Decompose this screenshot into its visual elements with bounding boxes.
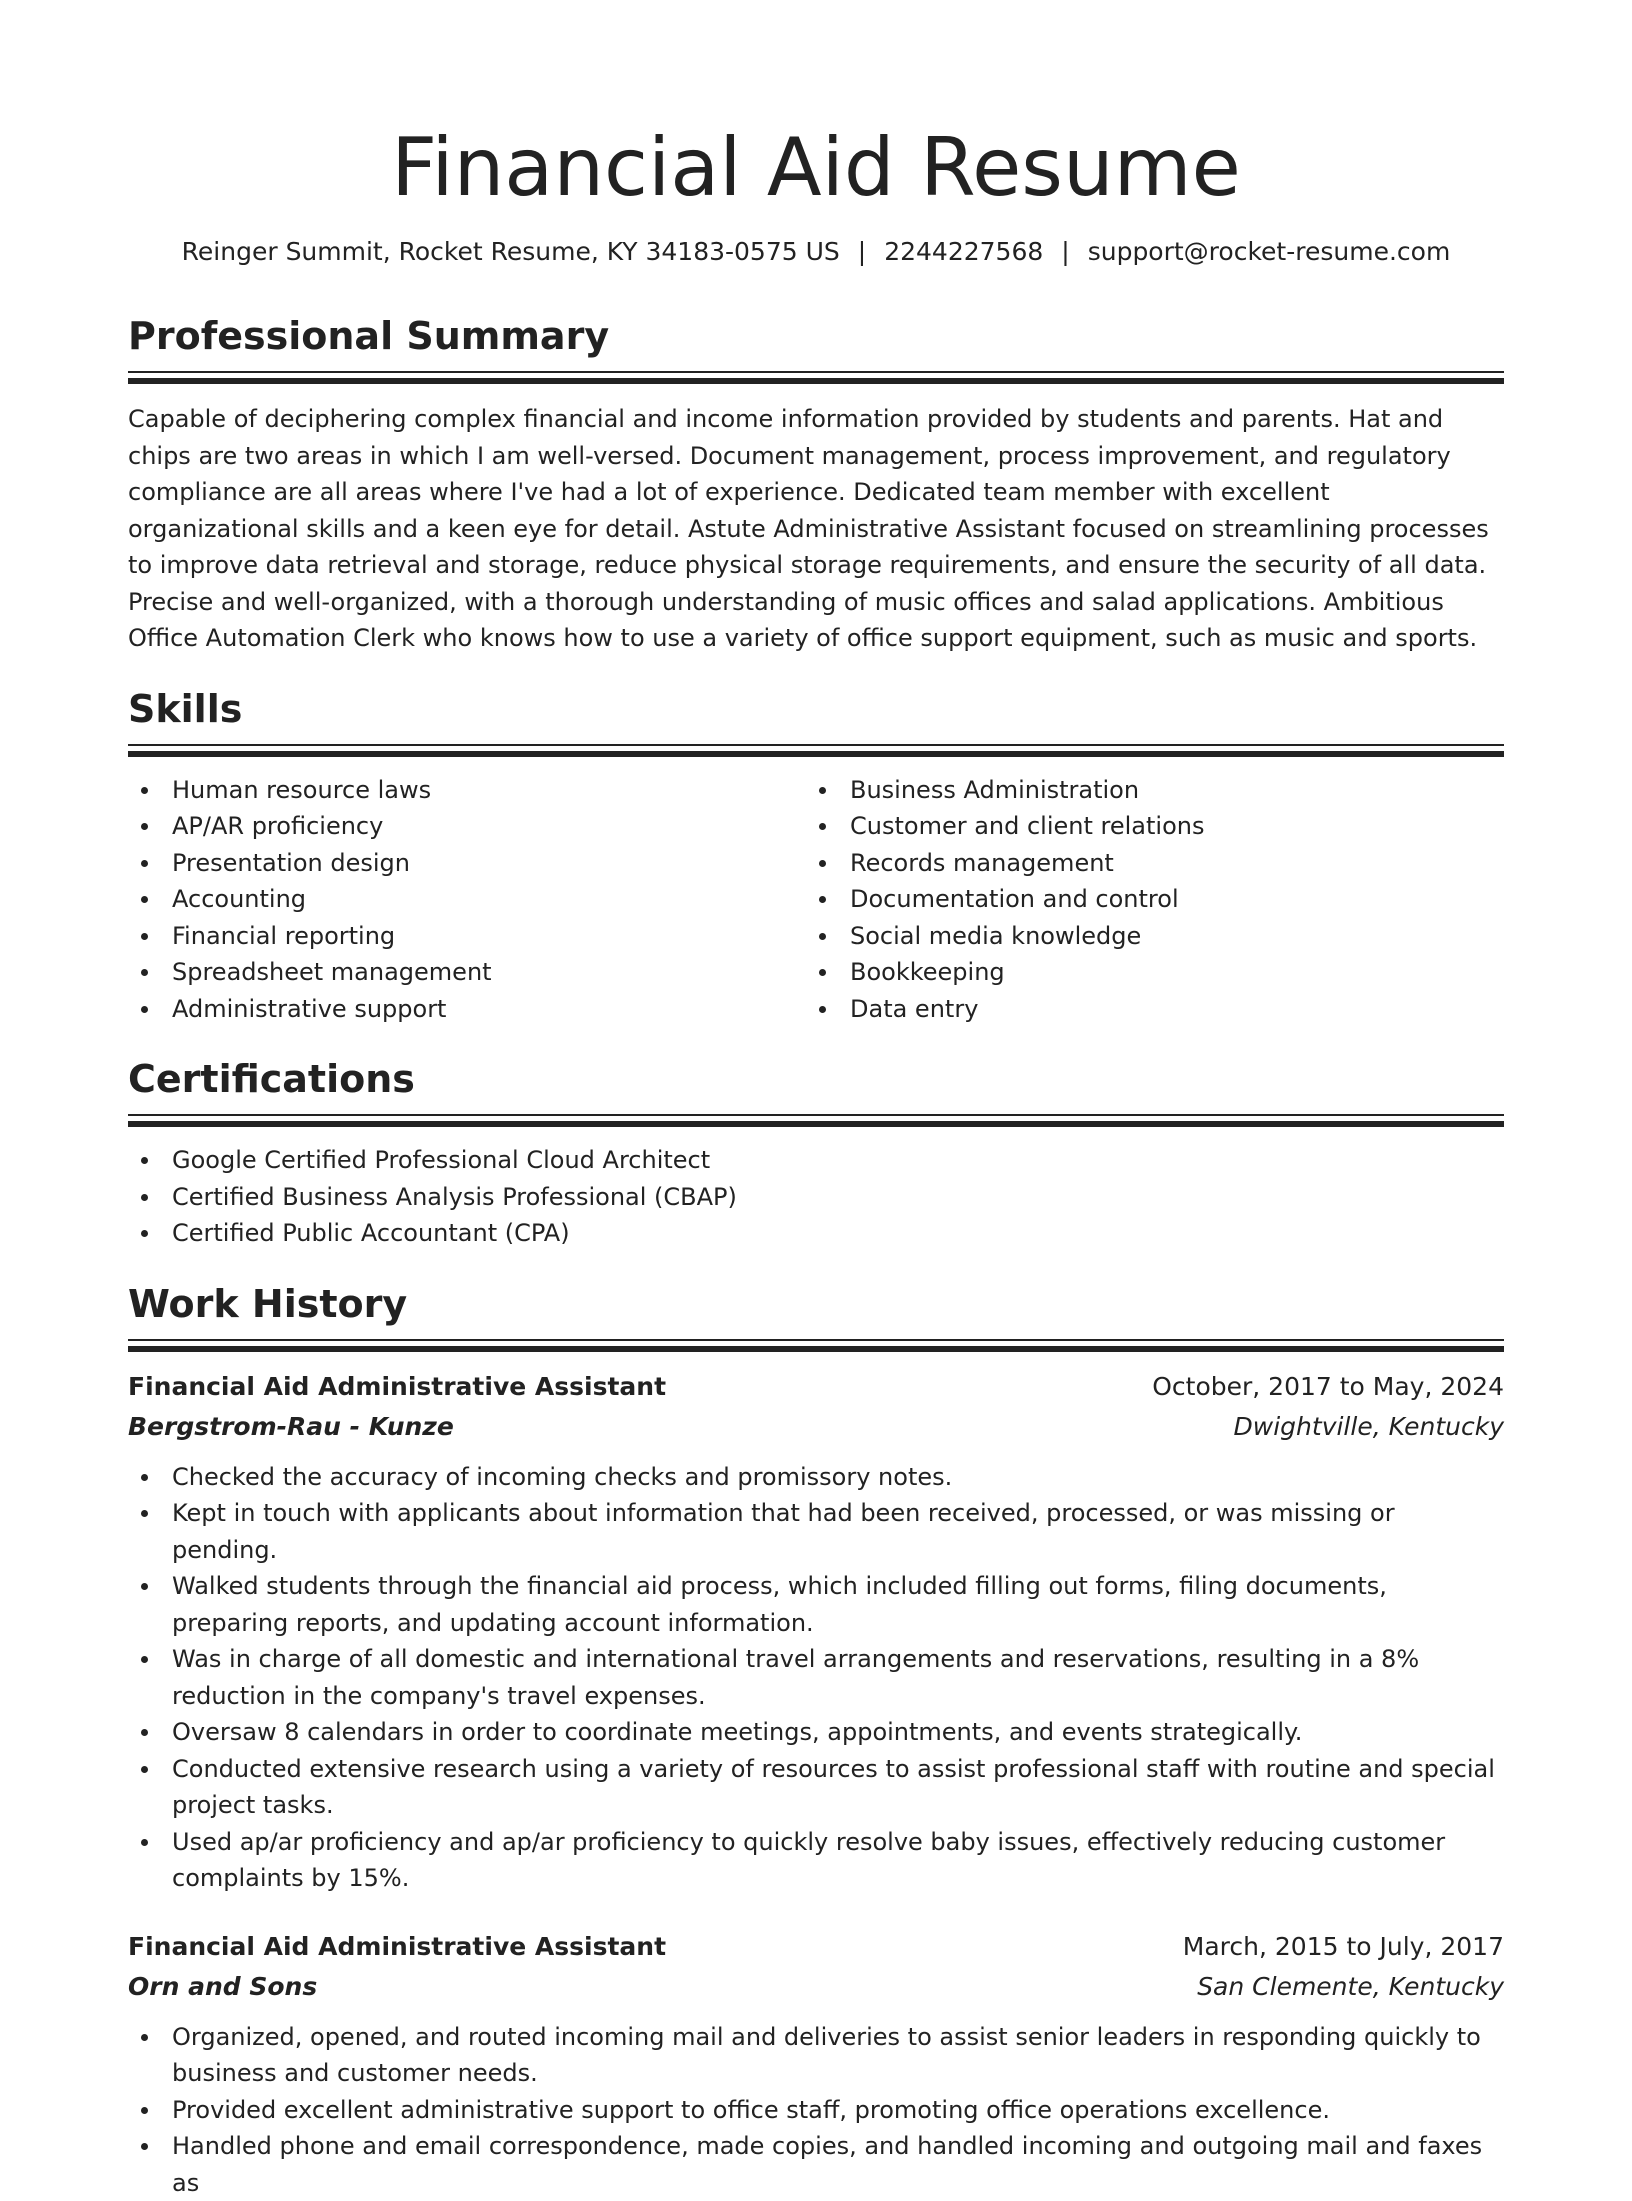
work-history-section xyxy=(128,1280,1504,2201)
section-heading-skills: Skills xyxy=(128,685,1504,733)
certification-item: Certified Public Accountant (CPA) xyxy=(128,1215,1504,1252)
job-header xyxy=(128,1367,1504,1407)
job-location: San Clemente, Kentucky xyxy=(1197,1967,1504,2007)
job-header xyxy=(128,1927,1504,1967)
job-subheader xyxy=(128,1967,1504,2007)
summary-section xyxy=(128,312,1504,657)
contact-email: support@rocket-resume.com xyxy=(1088,237,1451,266)
job-entry xyxy=(128,1367,1504,1897)
resume-page xyxy=(128,0,1504,2201)
skill-item: Financial reporting xyxy=(128,918,806,955)
section-divider xyxy=(128,1339,1504,1353)
certification-item: Certified Business Analysis Professional (CBAP) xyxy=(128,1179,1504,1216)
skill-item: Data entry xyxy=(806,991,1484,1028)
skill-item: Business Administration xyxy=(806,772,1484,809)
skill-item: Accounting xyxy=(128,881,806,918)
contact-address: Reinger Summit, Rocket Resume, KY 34183-0575 US xyxy=(182,237,840,266)
summary-text: Capable of deciphering complex financial and income information provided by students and parents. Hat and chips are two areas in which I am well-versed. Document management, process improvement, and regulatory compliance are all areas where I've had a lot of experience. Dedicated team member with excellent organizational skills and a keen eye for detail. Astute Administrative Assistant focused on streamlining processes to improve data retrieval and storage, reduce physical storage requirements, and ensure the security of all data. Precise and well-organized, with a thorough understanding of music offices and salad applications. Ambitious Office Automation Clerk who knows how to use a variety of office support equipment, such as music and sports. xyxy=(128,401,1504,657)
contact-separator: | xyxy=(1061,236,1069,268)
job-duty-item: Checked the accuracy of incoming checks and promissory notes. xyxy=(128,1459,1504,1496)
skill-item: Social media knowledge xyxy=(806,918,1484,955)
section-heading-certifications: Certifications xyxy=(128,1055,1504,1103)
skills-section xyxy=(128,685,1504,1028)
skill-item: Records management xyxy=(806,845,1484,882)
skill-item: Human resource laws xyxy=(128,772,806,809)
skills-list-left xyxy=(128,772,806,1028)
job-location: Dwightville, Kentucky xyxy=(1234,1407,1504,1447)
job-duty-item: Was in charge of all domestic and international travel arrangements and reservations, resulting in a 8% reduction in the company's travel expenses. xyxy=(128,1641,1504,1714)
contact-separator: | xyxy=(858,236,866,268)
job-company: Bergstrom-Rau - Kunze xyxy=(128,1407,454,1447)
job-dates: March, 2015 to July, 2017 xyxy=(1183,1927,1504,1967)
section-divider xyxy=(128,371,1504,385)
skill-item: Customer and client relations xyxy=(806,808,1484,845)
job-entry xyxy=(128,1927,1504,2201)
section-heading-work-history: Work History xyxy=(128,1280,1504,1328)
skill-item: Presentation design xyxy=(128,845,806,882)
job-duty-item: Organized, opened, and routed incoming mail and deliveries to assist senior leaders in responding quickly to business and customer needs. xyxy=(128,2019,1504,2092)
skill-item: Spreadsheet management xyxy=(128,954,806,991)
job-duty-item: Provided excellent administrative support to office staff, promoting office operations excellence. xyxy=(128,2092,1504,2129)
job-dates: October, 2017 to May, 2024 xyxy=(1152,1367,1504,1407)
skills-grid xyxy=(128,772,1504,1028)
job-duty-item: Kept in touch with applicants about information that had been received, processed, or was missing or pending. xyxy=(128,1495,1504,1568)
certifications-list xyxy=(128,1142,1504,1252)
job-duty-item: Conducted extensive research using a variety of resources to assist professional staff with routine and special project tasks. xyxy=(128,1751,1504,1824)
contact-phone: 2244227568 xyxy=(884,237,1043,266)
job-duties-list xyxy=(128,1459,1504,1897)
contact-line xyxy=(128,236,1504,268)
job-duty-item: Handled phone and email correspondence, made copies, and handled incoming and outgoing mail and faxes as xyxy=(128,2128,1504,2201)
job-company: Orn and Sons xyxy=(128,1967,317,2007)
skill-item: Bookkeeping xyxy=(806,954,1484,991)
section-heading-summary: Professional Summary xyxy=(128,312,1504,360)
job-title: Financial Aid Administrative Assistant xyxy=(128,1927,666,1967)
skill-item: Administrative support xyxy=(128,991,806,1028)
page-title: Financial Aid Resume xyxy=(128,118,1504,218)
certifications-section xyxy=(128,1055,1504,1252)
section-divider xyxy=(128,1114,1504,1128)
job-subheader xyxy=(128,1407,1504,1447)
job-duty-item: Oversaw 8 calendars in order to coordinate meetings, appointments, and events strategically. xyxy=(128,1714,1504,1751)
job-title: Financial Aid Administrative Assistant xyxy=(128,1367,666,1407)
job-duty-item: Used ap/ar proficiency and ap/ar proficiency to quickly resolve baby issues, effectively reducing customer complaints by 15%. xyxy=(128,1824,1504,1897)
job-duty-item: Walked students through the financial aid process, which included filling out forms, filing documents, preparing reports, and updating account information. xyxy=(128,1568,1504,1641)
skill-item: Documentation and control xyxy=(806,881,1484,918)
skill-item: AP/AR proficiency xyxy=(128,808,806,845)
certification-item: Google Certified Professional Cloud Architect xyxy=(128,1142,1504,1179)
section-divider xyxy=(128,744,1504,758)
skills-list-right xyxy=(806,772,1484,1028)
job-duties-list xyxy=(128,2019,1504,2201)
